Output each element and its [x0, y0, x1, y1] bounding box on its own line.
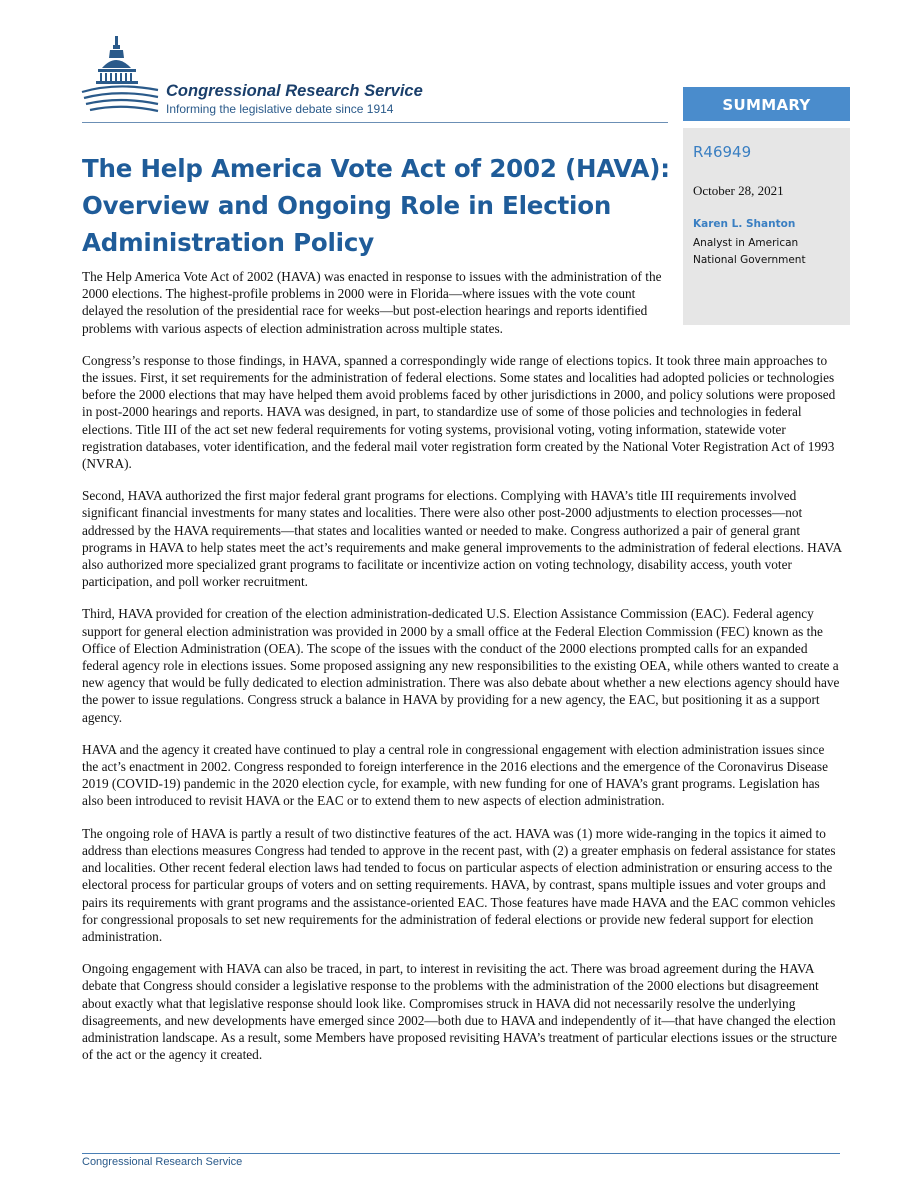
paragraph: Ongoing engagement with HAVA can also be traced, in part, to interest in revisiting the act. There was broad agreement during the HAVA debate that Congress should consider a legislative response to the problems with the administration of the 2000 elections but disagreement about exactly what that legislative response should look like. Compromises struck in HAVA did not necessarily resolve the underlying disagreements, and new developments have emerged since 2002—both due to HAVA and independently of it—that have changed the election administration landscape. As a result, some Members have proposed revisiting HAVA’s treatment of particular elections issues or the structure of the act or the agency it created.: [82, 961, 838, 1063]
paragraph: Third, HAVA provided for creation of the election administration-dedicated U.S. Election Assistance Commission (EAC). Federal agency support for general election administration was provided in 2000 by a small office at the Federal Election Commission (FEC) known as the Office of Election Administration (OEA). The scope of the issues with the conduct of the 2000 elections prompted calls for an expanded federal agency role in elections issues. Some proposed assigning any new responsibilities to the existing OEA, while others wanted to create a new agency that would be fully dedicated to election administration. There was also debate about whether a new elections agency should have the power to issue regulations. Congress struck a balance in HAVA by providing for a new agency, the EAC, but positioning it as a support agency.: [82, 606, 840, 725]
paragraph: The Help America Vote Act of 2002 (HAVA) was enacted in response to issues with the administration of the 2000 elections. The highest-profile problems in 2000 were in Florida—where issues with the vote count delayed the resolution of the presidential race for weeks—but post-election hearings and reports identified problems with various aspects of election administration across multiple states.: [82, 269, 662, 336]
sidebar-spacer: [683, 121, 850, 128]
author-title: Analyst in American National Government: [693, 237, 806, 266]
paragraph: Congress’s response to those findings, in HAVA, spanned a correspondingly wide range of elections topics. It took three main approaches to the issues. First, it set requirements for the administration of federal elections. Some states and localities had adopted policies or technologies before the 2000 elections that may have helped them avoid problems faced by other jurisdictions in 2000, and policy solutions were proposed in post-2000 hearings and reports. HAVA was designed, in part, to standardize use of some of those policies and technologies in federal elections. Title III of the act set new federal requirements for voting systems, provisional voting, voting information, statewide voter registration databases, voter identification, and the federal mail voter registration form created by the National Voter Registration Act of 1993 (NVRA).: [82, 352, 836, 472]
report-number: R46949: [693, 143, 752, 161]
paragraph: HAVA and the agency it created have continued to play a central role in congressional engagement with election administration issues since the act’s enactment in 2002. Congress responded to foreign interference in the 2016 elections and the emergence of the Coronavirus Disease 2019 (COVID-19) pandemic in the 2020 election cycle, for example, with new funding for one of HAVA’s grant programs. Legislation has also been introduced to revisit HAVA or the EAC or to extend them to new aspects of election administration.: [82, 741, 828, 809]
footer-divider: [82, 1153, 840, 1154]
footer-text: Congressional Research Service: [82, 1156, 243, 1168]
paragraph: Second, HAVA authorized the first major federal grant programs for elections. Complying with HAVA’s title III requirements involved significant financial investments for many states and localities. There were also other post-2000 adjustments to election processes—not addressed by the HAVA requirements—that states and localities wanted or needed to make. Congress authorized a pair of general grant programs in HAVA to help states meet the act’s requirements and make general improvements to the administration of federal elections. HAVA also authorized more specialized grant programs to facilitate or incentivize action on voting technology, disability access, youth voter participation, and poll worker recruitment.: [82, 488, 842, 590]
header-divider: [82, 122, 668, 123]
org-tagline: Informing the legislative debate since 1914: [166, 102, 394, 116]
crs-logo: [80, 34, 480, 124]
report-date: October 28, 2021: [693, 183, 784, 198]
capitol-dome-icon: [80, 34, 164, 124]
org-name: Congressional Research Service: [166, 82, 423, 100]
summary-body: [82, 268, 842, 1078]
sidebar-heading: SUMMARY: [683, 87, 850, 121]
author-name: Karen L. Shanton: [693, 218, 796, 230]
paragraph: The ongoing role of HAVA is partly a result of two distinctive features of the act. HAVA was (1) more wide-ranging in the topics it aimed to address than elections measures Congress had tended to approve in the recent past, with (2) a greater emphasis on federal assistance for states and localities. Other recent federal election laws had tended to focus on particular aspects of election administration or ensuring access to the electoral process for particular groups of voters and on setting requirements. HAVA, by contrast, spans multiple issues and voter groups and pairs its requirements with grant programs and the assistance-oriented EAC. Those features have made HAVA and the EAC common vehicles for congressional proposals to set new requirements for the administration of federal elections or provide new federal support for election administration.: [82, 825, 836, 944]
page-title: The Help America Vote Act of 2002 (HAVA): Overview and Ongoing Role in Election Administration Policy: [82, 154, 670, 257]
